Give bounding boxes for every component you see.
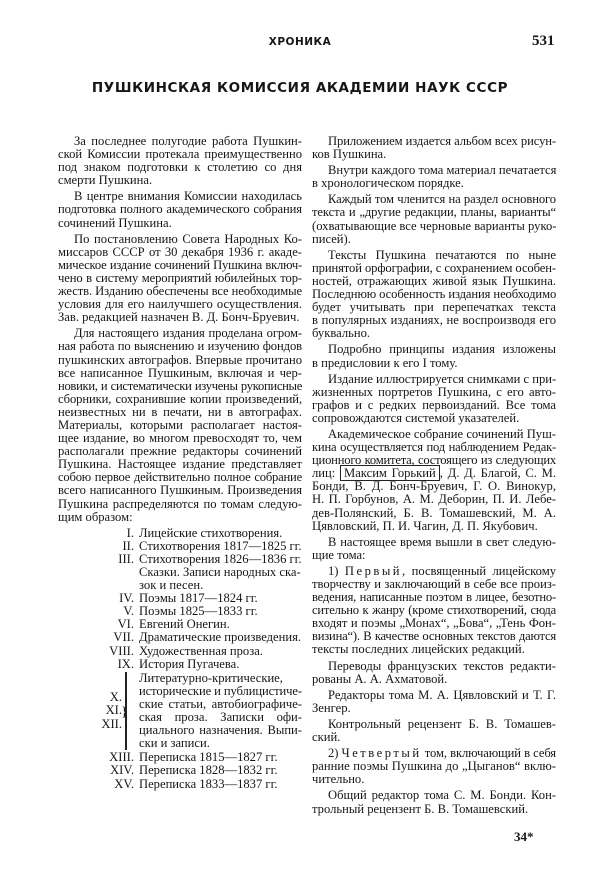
article-title: ПУШКИНСКАЯ КОМИССИЯ АКАДЕМИИ НАУК СССР: [91, 80, 509, 96]
text-line: Тексты Пушкина печатаются по ныне: [328, 247, 556, 262]
running-head: ХРОНИКА: [268, 36, 332, 48]
text-line: буквально.: [312, 326, 371, 341]
text-line: 2) Четвертый том, включающий в себя: [328, 746, 557, 761]
volume-entry: [58, 658, 302, 671]
text-line: пушкинских автографов. Впервые прочитано: [58, 352, 302, 367]
text-line: сборники, сохранившие копии произведений,: [58, 391, 302, 406]
paragraph: [312, 789, 556, 815]
volume-title-line: История Пугачева.: [139, 656, 240, 671]
volume-entry: [58, 540, 302, 553]
spaced-word: Первый: [344, 563, 403, 578]
text-line: жеств. Изданию обеспечены все необходимые: [58, 284, 302, 299]
text-line: По постановлению Совета Народных Ко-: [74, 231, 302, 246]
volume-title-line: Евгений Онегин.: [139, 617, 230, 632]
text-line: ностей, отражающих живой язык Пушкина.: [312, 273, 556, 288]
text-line: 1) Первый, посвященный лицейскому: [328, 563, 556, 578]
text-line: мическое издание сочинений Пушкина включ-: [58, 257, 302, 272]
volume-title-line: ские статьи, автобиографиче-: [139, 696, 302, 711]
paragraph: [312, 428, 556, 533]
volume-title-line: Лицейские стихотворения.: [139, 525, 283, 540]
text-line: располагали прежние редакторы сочинений: [58, 444, 302, 459]
text-line: щее издание, во многом превосходят то, чем: [58, 431, 302, 446]
text-line: трольный рецензент Б. В. Томашевский.: [312, 801, 529, 816]
volume-entry: [58, 631, 302, 644]
volume-entry: [58, 527, 302, 540]
page-number: 531: [532, 33, 555, 49]
volume-number: I.: [126, 525, 134, 540]
volume-number: III.: [118, 551, 134, 566]
volume-title: [139, 645, 263, 658]
text-line: миссаров СССР от 30 декабря 1936 г. акаде-: [58, 244, 302, 259]
volume-title-line: Художественная проза.: [139, 643, 263, 658]
paragraph: [312, 536, 556, 562]
brace-icon: [125, 672, 137, 751]
text-line: Общий редактор тома С. М. Бонди. Кон-: [328, 788, 556, 803]
volume-title-line: Переписка 1815—1827 гг.: [139, 750, 278, 765]
volume-number: X.: [109, 690, 122, 705]
text-line: Приложением издается альбом всех рисун-: [328, 134, 556, 148]
volume-number: XII.: [101, 716, 122, 731]
text-line: под знаком подготовки к столетию со дня: [58, 160, 302, 175]
volume-title: [139, 540, 302, 553]
volume-list: [58, 527, 302, 671]
volume-number: VIII.: [109, 643, 134, 658]
text-line: жизненных портретов Пушкина, с его авто-: [312, 384, 556, 399]
volume-number: V.: [123, 604, 134, 619]
paragraph: [58, 190, 302, 229]
text-line: Зенгер.: [312, 700, 351, 715]
volume-title: [139, 631, 301, 644]
volume-title-line: Стихотворения 1826—1836 гг.: [139, 551, 302, 566]
text-line: творчеству и заключающий в себе все произ-: [312, 577, 556, 591]
paragraph: [312, 373, 556, 425]
volume-number: VI.: [117, 617, 134, 632]
volume-entry: [58, 778, 302, 791]
text-line: условия для его наилучшего осуществления.: [58, 297, 302, 312]
volume-title-line: циального назначения. Выпи-: [139, 723, 302, 738]
volume-title: [139, 553, 302, 592]
text-line: писей).: [312, 231, 351, 246]
volume-title-line: Переписка 1828—1832 гг.: [139, 763, 278, 778]
paragraph: [58, 327, 302, 523]
text-line: кина осуществляется под наблюдением Редак-: [312, 440, 556, 455]
volume-number: IX.: [117, 656, 134, 671]
text-line: в популярных изданиях, не воспроизводя его: [312, 313, 556, 328]
paragraph: [58, 233, 302, 325]
text-line: Внутри каждого тома материал печатается: [328, 163, 557, 178]
text-line: Академическое собрание сочинений Пуш-: [328, 426, 556, 441]
signature-mark: 34*: [514, 829, 534, 844]
boxed-name: Максим Горький: [340, 465, 440, 481]
volume-title-line: Стихотворения 1817—1825 гг.: [139, 538, 302, 553]
text-line: Подробно принципы издания изложены: [328, 342, 556, 357]
text-line: ской Комиссии протекала преимущественно: [58, 147, 302, 162]
text-line: входят и поэмы „Монах“, „Бова“, „Тень Фон-: [312, 616, 556, 631]
text-line: Пушкина распределяются по томам следую-: [58, 496, 302, 511]
text-line: щим образом:: [58, 509, 133, 524]
text-line: Последнюю особенность издания необходимо: [312, 287, 557, 302]
text-line: Пушкина. Настоящее издание представляет: [58, 457, 302, 472]
text-line: ков Пушкина.: [312, 147, 387, 162]
text-line: подготовка полного академического собрания: [58, 202, 302, 217]
volume-number: XIV.: [110, 763, 134, 778]
text-line: собою первое действительно полное собрание: [58, 470, 302, 485]
volume-title-line: Поэмы 1825—1833 гг.: [139, 604, 258, 619]
paragraph: [312, 193, 556, 245]
volume-entry: [58, 764, 302, 777]
text-line: ведения, написанные поэтом в лицее, безотно-: [312, 590, 556, 605]
text-line: Материалы, которыми располагает настоя-: [58, 417, 302, 432]
paragraph: [312, 343, 556, 369]
volume-title-line: зок и песен.: [139, 578, 204, 593]
paragraph: [312, 249, 556, 341]
volume-number: VII.: [113, 630, 134, 645]
volume-title-line: Поэмы 1817—1824 гг.: [139, 591, 258, 606]
text-line: графов и с редких первоизданий. Все тома: [312, 397, 556, 412]
volume-number: XI.: [105, 703, 122, 718]
text-line: рованы А. А. Ахматовой.: [312, 671, 448, 686]
volume-title: [139, 764, 277, 777]
text-line: чительно.: [312, 772, 365, 787]
paragraph: [312, 660, 556, 686]
text-line: Издание иллюстрируется снимками с при-: [328, 371, 557, 386]
volume-title-line: Драматические произведения.: [139, 630, 302, 645]
text-line: будет учитывать при перепечатках текста: [312, 300, 556, 315]
text-line: Для настоящего издания проделана огром-: [74, 326, 302, 341]
volume-group: [58, 672, 302, 751]
volume-title-line: Литературно-критические,: [139, 670, 283, 685]
text-line: Переводы французских текстов редакти-: [328, 658, 556, 673]
text-line: всего написанного Пушкиным. Произведения: [58, 483, 302, 498]
volume-number: IV.: [119, 591, 134, 606]
volume-title: [139, 527, 282, 540]
text-line: ранние поэмы Пушкина до „Цыганов“ вклю-: [312, 759, 556, 774]
paragraph: [312, 135, 556, 161]
volume-title: [139, 778, 277, 791]
text-line: смерти Пушкина.: [58, 173, 153, 188]
spaced-word: Четвертый: [341, 746, 422, 761]
volume-number: XV.: [114, 776, 134, 791]
paragraph: [312, 689, 556, 715]
volume-group-title: [139, 672, 302, 751]
text-line: чено в систему мероприятий юбилейных тор-: [58, 270, 302, 285]
text-line: ционного комитета, состоящего из следующих: [312, 453, 556, 468]
text-line: принятой орфографии, с сохранением особен-: [312, 260, 556, 275]
text-line: сопровождаются системой указателей.: [312, 410, 520, 425]
text-line: Н. П. Горбунов, А. М. Деборин, П. И. Лебе-: [312, 492, 556, 507]
text-line: Контрольный рецензент Б. В. Томашев-: [328, 716, 556, 731]
paragraph: [312, 718, 556, 744]
text-line: сительно к жанру (кроме стихотворений, сюда: [312, 603, 556, 618]
text-line: в хронологическом порядке.: [312, 176, 464, 191]
text-line: За последнее полугодие работа Пушкин-: [74, 134, 302, 148]
left-column: [58, 135, 302, 791]
text-line: сочинений Пушкина.: [58, 215, 172, 230]
text-line: Бонди, В. Д. Бонч-Бруевич, Г. О. Винокур,: [312, 479, 556, 494]
text-line: в предисловии к его I тому.: [312, 355, 458, 370]
text-line: Зав. редакцией назначен В. Д. Бонч-Бруевич.: [58, 310, 300, 325]
volume-group-numbers: [58, 672, 125, 751]
right-column: [312, 135, 556, 819]
text-line: Каждый том членится на раздел основного: [328, 192, 556, 207]
text-line: Цявловский, П. И. Чагин, Д. П. Якубович.: [312, 518, 538, 533]
paragraph: [312, 164, 556, 190]
volume-entry: [58, 553, 302, 592]
text-line: текста и „другие редакции, планы, варианты“: [312, 205, 556, 220]
volume-list: [58, 751, 302, 790]
text-line: (охватывающие все черновые варианты руко-: [312, 218, 557, 233]
text-line: ная работа по выяснению и изучению фондов: [58, 339, 302, 354]
volume-title-line: ски и записи.: [139, 736, 210, 751]
volume-number: XIII.: [109, 750, 134, 765]
volume-entry: [58, 645, 302, 658]
text-line: неизвестных ни в печати, ни в автографах.: [58, 404, 302, 419]
volume-title: [139, 658, 239, 671]
text-line: В настоящее время вышли в свет следую-: [328, 534, 556, 549]
paragraph: [312, 747, 556, 786]
text-line: лиц: Максим Горький , Д. Д. Благой, С. М.: [312, 466, 556, 481]
volume-title-line: исторические и публицистиче-: [139, 683, 302, 698]
text-line: визина“). В качестве основных текстов даются: [312, 629, 556, 644]
text-line: тексты последних лицейских редакций.: [312, 642, 525, 657]
volume-number: II.: [122, 538, 134, 553]
text-line: дев-Полянский, Б. В. Томашевский, М. А.: [312, 505, 556, 520]
paragraph: [312, 565, 556, 657]
volume-title-line: ская проза. Записки офи-: [139, 710, 302, 725]
text-line: новики, и систематически изучены рукописные: [58, 378, 302, 393]
text-line: щие тома:: [312, 547, 366, 562]
text-line: В центре внимания Комиссии находилась: [74, 189, 302, 204]
text-line: все написанное Пушкиным, включая и чер-: [58, 365, 302, 380]
volume-title-line: Сказки. Записи народных ска-: [139, 565, 301, 579]
paragraph: [58, 135, 302, 187]
volume-title-line: Переписка 1833—1837 гг.: [139, 776, 278, 791]
text-line: ский.: [312, 730, 341, 745]
text-line: Редакторы тома М. А. Цявловский и Т. Г.: [328, 687, 556, 702]
